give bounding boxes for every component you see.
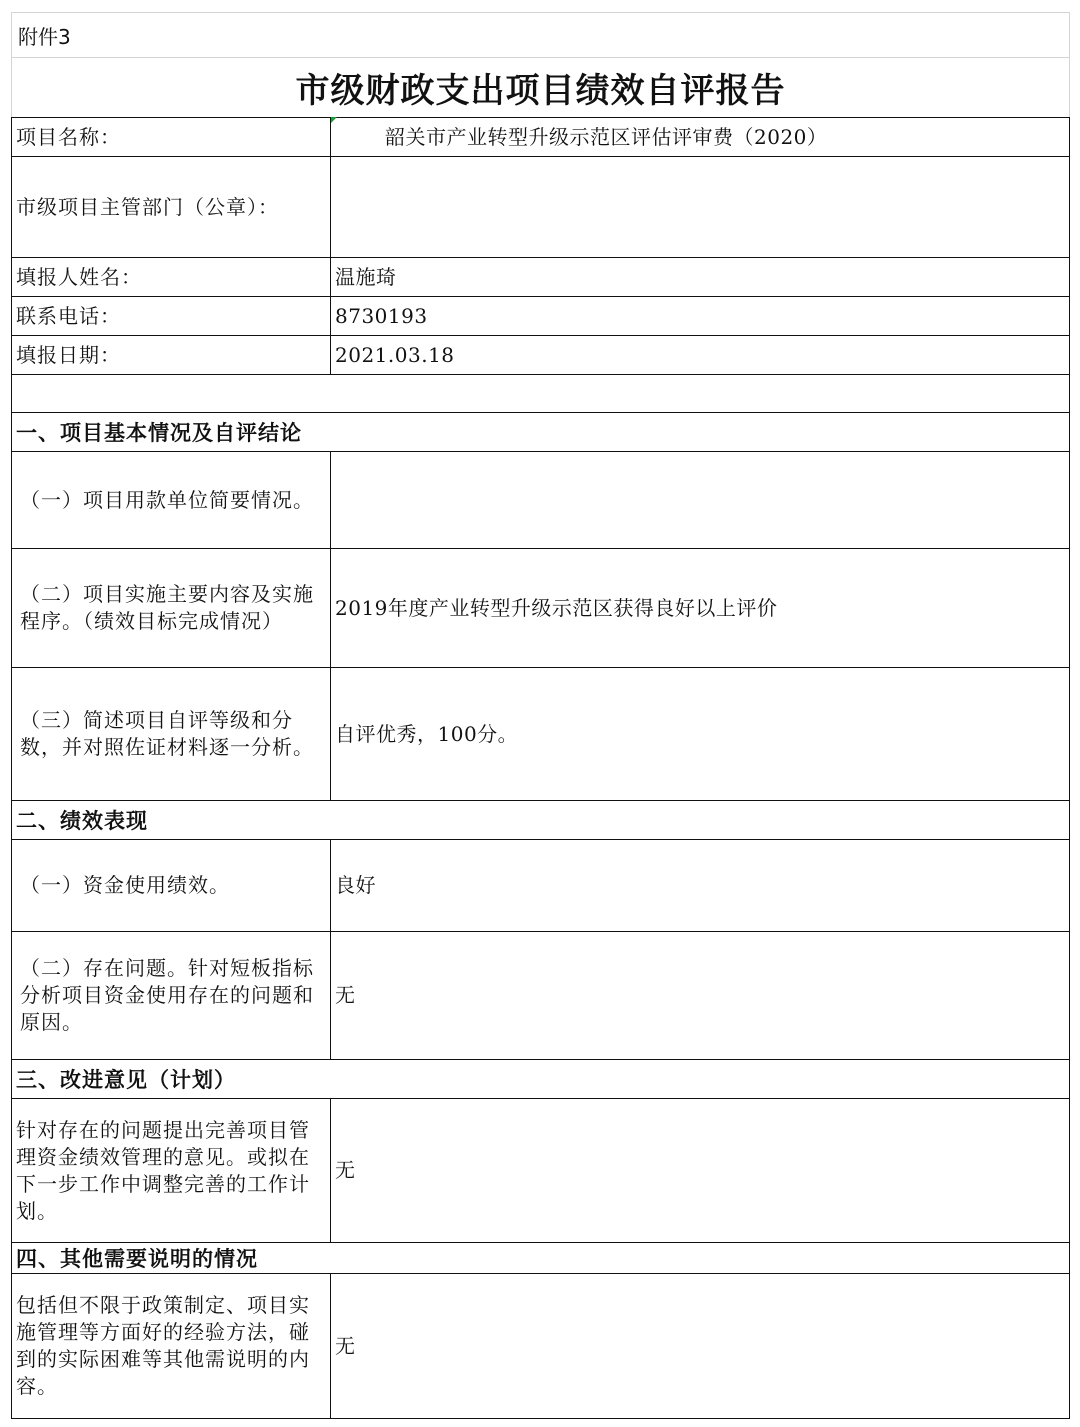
page-title: 市级财政支出项目绩效自评报告 [12,58,1070,118]
section1-heading-row [12,413,1070,452]
dept-row [12,157,1070,258]
annex-label: 附件3 [12,13,1070,58]
spacer-row [12,375,1070,413]
row-label: （三）简述项目自评等级和分数，并对照佐证材料逐一分析。 [12,668,331,801]
cell-comment-marker [331,117,337,123]
row-value: 良好 [331,840,1070,932]
project-name-value: 韶关市产业转型升级示范区评估评审费（2020） [331,118,1070,157]
title-row [12,58,1070,118]
row-value: 无 [331,1099,1070,1243]
section3-heading: 三、改进意见（计划） [12,1060,1070,1099]
report-table [11,12,1070,1419]
date-value: 2021.03.18 [331,336,1070,375]
phone-value: 8730193 [331,297,1070,336]
row-value: 2019年度产业转型升级示范区获得良好以上评价 [331,549,1070,668]
phone-row [12,297,1070,336]
row-label: 针对存在的问题提出完善项目管理资金绩效管理的意见。或拟在下一步工作中调整完善的工作计划。 [12,1099,331,1243]
date-row [12,336,1070,375]
table-row [12,668,1070,801]
table-row [12,1274,1070,1419]
row-value: 自评优秀，100分。 [331,668,1070,801]
section2-heading-row [12,801,1070,840]
row-label: （一）项目用款单位简要情况。 [12,452,331,549]
table-row [12,932,1070,1060]
row-value: 无 [331,1274,1070,1419]
table-row [12,549,1070,668]
section2-heading: 二、绩效表现 [12,801,1070,840]
section4-heading: 四、其他需要说明的情况 [12,1243,1070,1274]
project-name-label: 项目名称： [12,118,331,157]
section1-heading: 一、项目基本情况及自评结论 [12,413,1070,452]
filler-label: 填报人姓名： [12,258,331,297]
phone-label: 联系电话： [12,297,331,336]
row-label: （一）资金使用绩效。 [12,840,331,932]
date-label: 填报日期： [12,336,331,375]
filler-value: 温施琦 [331,258,1070,297]
project-name-row [12,118,1070,157]
row-label: （二）项目实施主要内容及实施程序。（绩效目标完成情况） [12,549,331,668]
row-label: （二）存在问题。针对短板指标分析项目资金使用存在的问题和原因。 [12,932,331,1060]
filler-row [12,258,1070,297]
annex-row [12,13,1070,58]
spacer-cell [12,375,1070,413]
dept-label: 市级项目主管部门（公章）： [12,157,331,258]
row-label: 包括但不限于政策制定、项目实施管理等方面好的经验方法，碰到的实际困难等其他需说明的内容。 [12,1274,331,1419]
row-value [331,452,1070,549]
table-row [12,1099,1070,1243]
dept-value [331,157,1070,258]
table-row [12,452,1070,549]
section4-heading-row [12,1243,1070,1274]
section3-heading-row [12,1060,1070,1099]
row-value: 无 [331,932,1070,1060]
table-row [12,840,1070,932]
